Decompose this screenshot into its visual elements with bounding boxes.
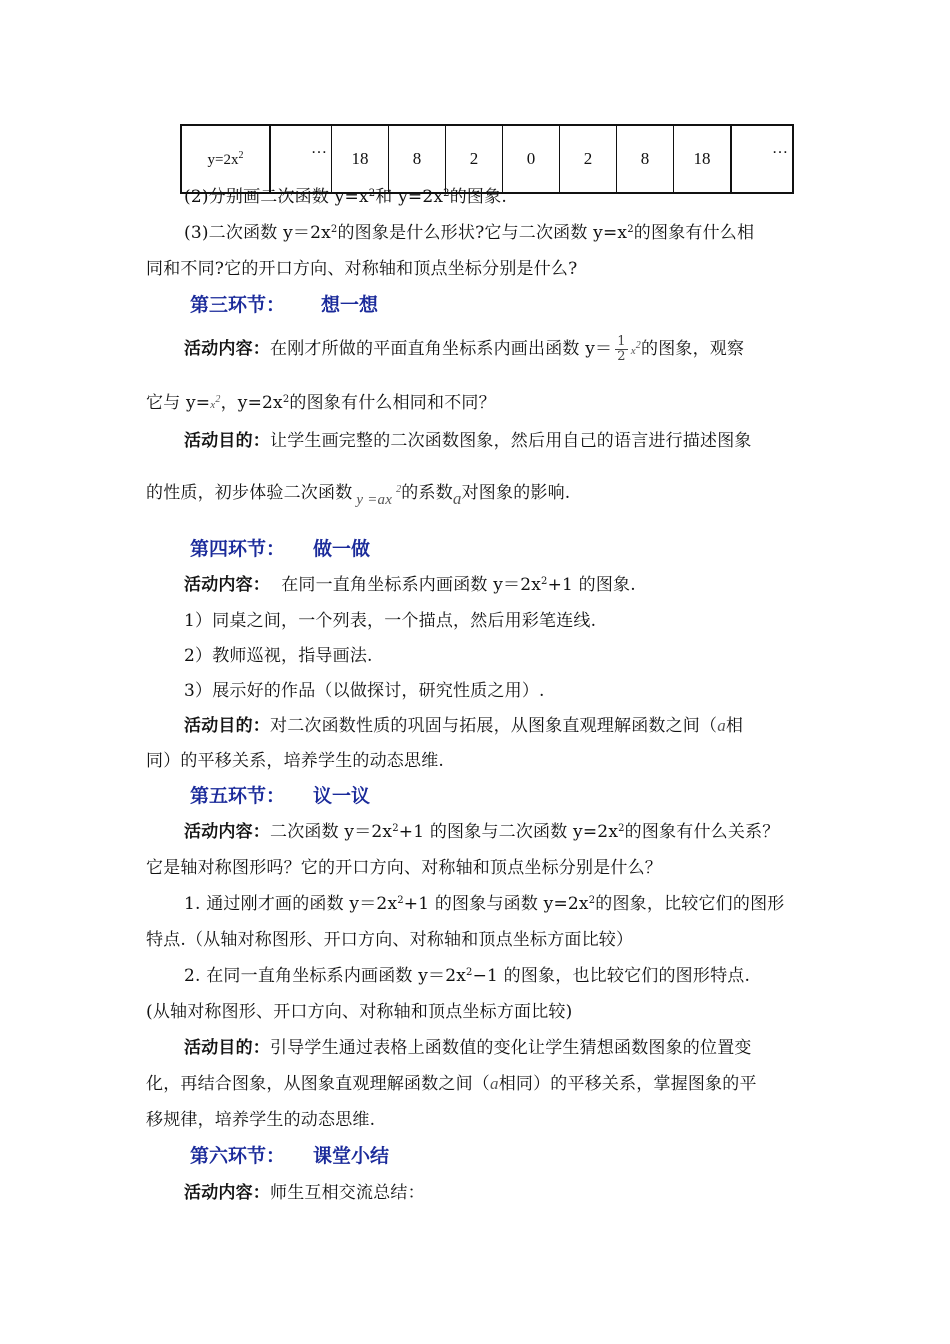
table-cell: 2 — [560, 125, 617, 193]
section-5-purpose: 活动目的：引导学生通过表格上函数值的变化让学生猜想函数图象的位置变 — [184, 1038, 752, 1058]
table-row-label: $y=2x^2$ — [181, 125, 270, 193]
table-cell: 18 — [332, 125, 389, 193]
question-2: (2)分别画二次函数 $y=x^2$和 $y=2x^2$的图象. — [184, 187, 507, 207]
table-cell: 18 — [674, 125, 732, 193]
fraction: $\frac{1}{2}$ — [617, 334, 626, 364]
section-5-item-1: 1. 通过刚才画的函数 $y=2x^2+1$ 的图象与函数 $y=2x^2$的图象，比较它们的图形 — [184, 894, 785, 914]
section-4-heading: 第四环节： 做一做 — [190, 538, 371, 560]
section-3-purpose: 活动目的：让学生画完整的二次函数图象，然后用自己的语言进行描述图象 — [184, 431, 752, 451]
section-6-heading: 第六环节： 课堂小结 — [190, 1145, 390, 1167]
section-5-content: 活动内容：二次函数 $y=2x^2+1$ 的图象与二次函数 $y=2x^2$的图象有什么关系？ — [184, 822, 780, 842]
table-cell: … — [270, 125, 332, 193]
section-3-purpose-line-2: 的性质，初步体验二次函数 $y =ax^2$的系数a对图象的影响. — [146, 483, 571, 508]
section-5-item-1-line-2: 特点.（从轴对称图形、开口方向、对称轴和顶点坐标方面比较） — [146, 930, 634, 950]
section-3-heading: 第三环节： 想一想 — [190, 294, 379, 316]
section-3-content-line-2: 它与 $y=x^2$，$y=2x^2$的图象有什么相同和不同？ — [146, 393, 496, 413]
section-4-purpose: 活动目的：对二次函数性质的巩固与拓展，从图象直观理解函数之间（a相 — [184, 716, 744, 736]
section-4-purpose-line-2: 同）的平移关系，培养学生的动态思维. — [146, 751, 445, 771]
table-cell: 0 — [503, 125, 560, 193]
section-5-heading: 第五环节： 议一议 — [190, 785, 371, 807]
table-cell: 2 — [446, 125, 503, 193]
table-cell: … — [731, 125, 793, 193]
section-4-item-3: 3）展示好的作品（以做探讨，研究性质之用）. — [184, 681, 545, 701]
question-3-line-1: (3)二次函数 $y=2x^2$的图象是什么形状?它与二次函数 $y=x^2$的图象有什么相 — [184, 223, 755, 243]
section-6-content: 活动内容：师生互相交流总结： — [184, 1183, 425, 1203]
section-5-content-line-2: 它是轴对称图形吗？它的开口方向、对称轴和顶点坐标分别是什么？ — [146, 858, 662, 878]
table-cell: 8 — [617, 125, 674, 193]
section-5-item-2: 2. 在同一直角坐标系内画函数 $y=2x^2-1$ 的图象，也比较它们的图形特点. — [184, 966, 751, 986]
section-5-purpose-line-3: 移规律，培养学生的动态思维. — [146, 1110, 376, 1130]
section-4-content: 活动内容： 在同一直角坐标系内画函数 $y=2x^2+1$ 的图象. — [184, 575, 636, 595]
section-3-content: 活动内容：在刚才所做的平面直角坐标系内画出函数 y＝ $\frac{1}{2}$ $x^2$的图象，观察 — [184, 334, 745, 364]
section-4-item-2: 2）教师巡视，指导画法. — [184, 646, 373, 666]
section-5-item-2-line-2: (从轴对称图形、开口方向、对称轴和顶点坐标方面比较) — [146, 1002, 573, 1022]
question-3-line-2: 同和不同?它的开口方向、对称轴和顶点坐标分别是什么? — [146, 259, 578, 279]
table-cell: 8 — [389, 125, 446, 193]
section-5-purpose-line-2: 化，再结合图象，从图象直观理解函数之间（a相同）的平移关系，掌握图象的平 — [146, 1074, 757, 1094]
section-4-item-1: 1）同桌之间，一个列表，一个描点，然后用彩笔连线. — [184, 611, 597, 631]
